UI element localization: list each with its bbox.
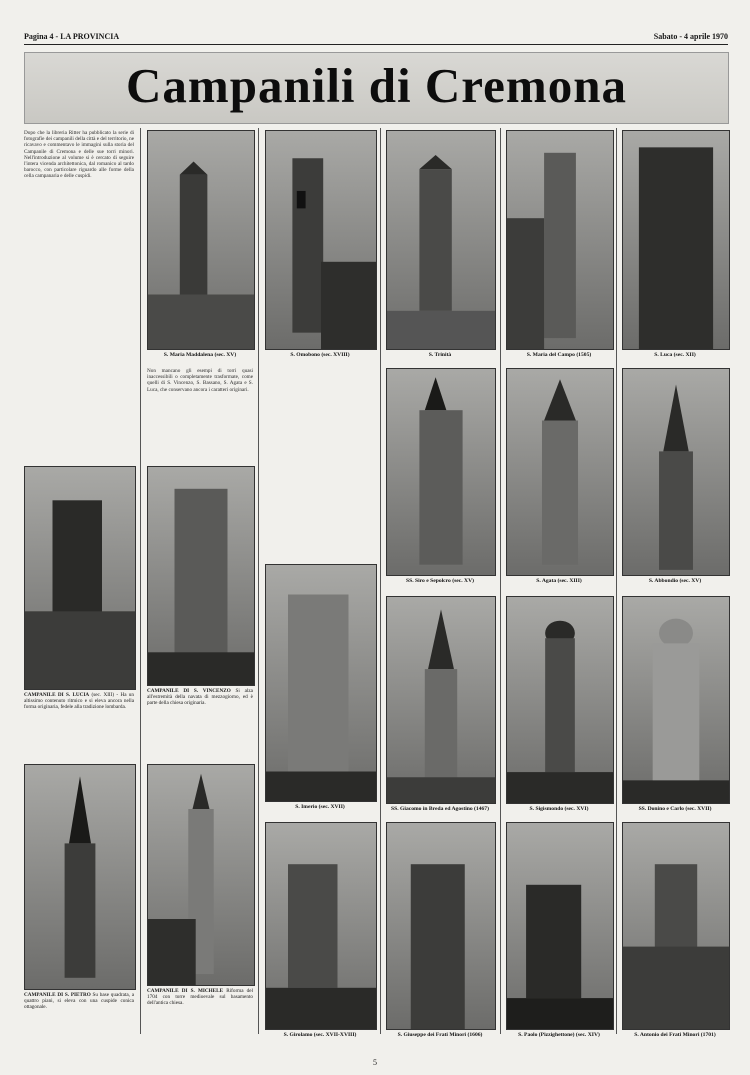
boxed-head: CAMPANILE DI S. PIETRO	[24, 992, 91, 998]
page-footer: 5	[373, 1058, 377, 1067]
photo-santa-maria-campo	[506, 130, 614, 350]
photo-caption: S. Abbondio (sec. XV)	[648, 578, 702, 584]
photo-giacomo	[386, 596, 496, 804]
photo-caption: SS. Giacomo in Breda ed Agostino (1467)	[391, 806, 489, 812]
photo-omobono	[265, 130, 377, 350]
photo-abbondio	[622, 368, 730, 576]
boxed-caption	[147, 988, 253, 1044]
photo-luca	[622, 130, 730, 350]
photo-caption: S. Girolamo (sec. XVII-XVIII)	[283, 1032, 357, 1038]
column-rule	[616, 128, 617, 1034]
page-header	[24, 32, 728, 45]
photo-trinita	[386, 130, 496, 350]
header-left: Pagina 4 - LA PROVINCIA	[24, 32, 120, 41]
boxed-body: (sec. XIII) - Ha un altissimo contenuto ritmico e si eleva ancora nella forma originaria, fedele alla tradizione lombarda.	[24, 692, 134, 711]
photo-caption: S. Sigismondo (sec. XVI)	[529, 806, 589, 812]
photo-caption: S. Trinità	[428, 352, 452, 358]
article-col-1	[24, 130, 134, 460]
boxed-head: CAMPANILE DI S. MICHELE	[147, 988, 224, 994]
photo-sigismondo	[506, 596, 614, 804]
article-col-3	[265, 368, 375, 558]
photo-siro	[386, 368, 496, 576]
header-right: Sabato - 4 aprile 1970	[653, 32, 728, 41]
title-banner	[24, 52, 729, 124]
photo-caption: SS. Donino e Carlo (sec. XVII)	[638, 806, 712, 812]
column-rule	[258, 128, 259, 1034]
photo-caption: S. Luca (sec. XII)	[654, 352, 696, 358]
photo-vincenzo	[147, 466, 255, 686]
photo-pietro	[24, 764, 136, 990]
page-title: Campanili di Cremona	[126, 58, 627, 113]
photo-caption: S. Antonio dei Frati Minori (1701)	[634, 1032, 716, 1038]
photo-donino	[622, 596, 730, 804]
photo-caption: S. Giuseppe dei Frati Minori (1606)	[397, 1032, 483, 1038]
photo-imerio	[265, 564, 377, 802]
photo-caption: S. Paolo (Pizzighettone) (sec. XIV)	[518, 1032, 600, 1038]
boxed-head: CAMPANILE DI S. VINCENZO	[147, 688, 231, 694]
article-text: Dopo che la libreria Ritter ha pubblicato la serie di fotografie dei campanili della città e del territorio, ne ricavavo e commentavo le immagini sulla storia del Campanile di Cremona e delle sue torri minori. Nell'introduzione al volume si è cercato di seguire l'intera vicenda architettonica, dal romanico al tardo barocco, con particolare riguardo alle forme della cella campanaria e delle cuspidi.	[24, 130, 134, 180]
photo-caption: SS. Siro e Sepolcro (sec. XV)	[405, 578, 474, 584]
photo-agata	[506, 368, 614, 576]
photo-caption: S. Omobono (sec. XVIII)	[290, 352, 350, 358]
boxed-caption	[147, 688, 253, 758]
photo-caption: S. Maria Maddalena (sec. XV)	[163, 352, 237, 358]
photo-caption: S. Agata (sec. XIII)	[536, 578, 582, 584]
boxed-body: Si alza all'estremità della navata di mezzogiorno, ed è parte della chiesa originaria.	[147, 688, 253, 707]
photo-caption: S. Imerio (sec. XVII)	[295, 804, 345, 810]
photo-maddalena	[147, 130, 255, 350]
photo-lucia	[24, 466, 136, 690]
boxed-body: Su base quadrata, a quattro piani, si eleva con una cuspide conica ottagonale.	[24, 992, 134, 1011]
photo-paolo	[506, 822, 614, 1030]
photo-antonio	[622, 822, 730, 1030]
photo-michele	[147, 764, 255, 986]
column-rule	[380, 128, 381, 1034]
boxed-caption	[24, 992, 134, 1044]
photo-caption: S. Maria del Campo (1505)	[526, 352, 592, 358]
column-rule	[500, 128, 501, 1034]
boxed-head: CAMPANILE DI S. LUCIA	[24, 692, 90, 698]
boxed-body: Riforma del 1704 con torre medioevale sul basamento dell'antica chiesa.	[147, 988, 253, 1007]
photo-girolamo	[265, 822, 377, 1030]
boxed-caption	[24, 692, 134, 760]
article-text: Non mancano gli esempi di torri quasi inaccessibili o completamente trasformate, come quelli di S. Vincenzo, S. Bassano, S. Agata e S. Luca, che conservano ancora i caratteri originari.	[147, 368, 253, 393]
column-rule	[140, 128, 141, 1034]
photo-giuseppe	[386, 822, 496, 1030]
